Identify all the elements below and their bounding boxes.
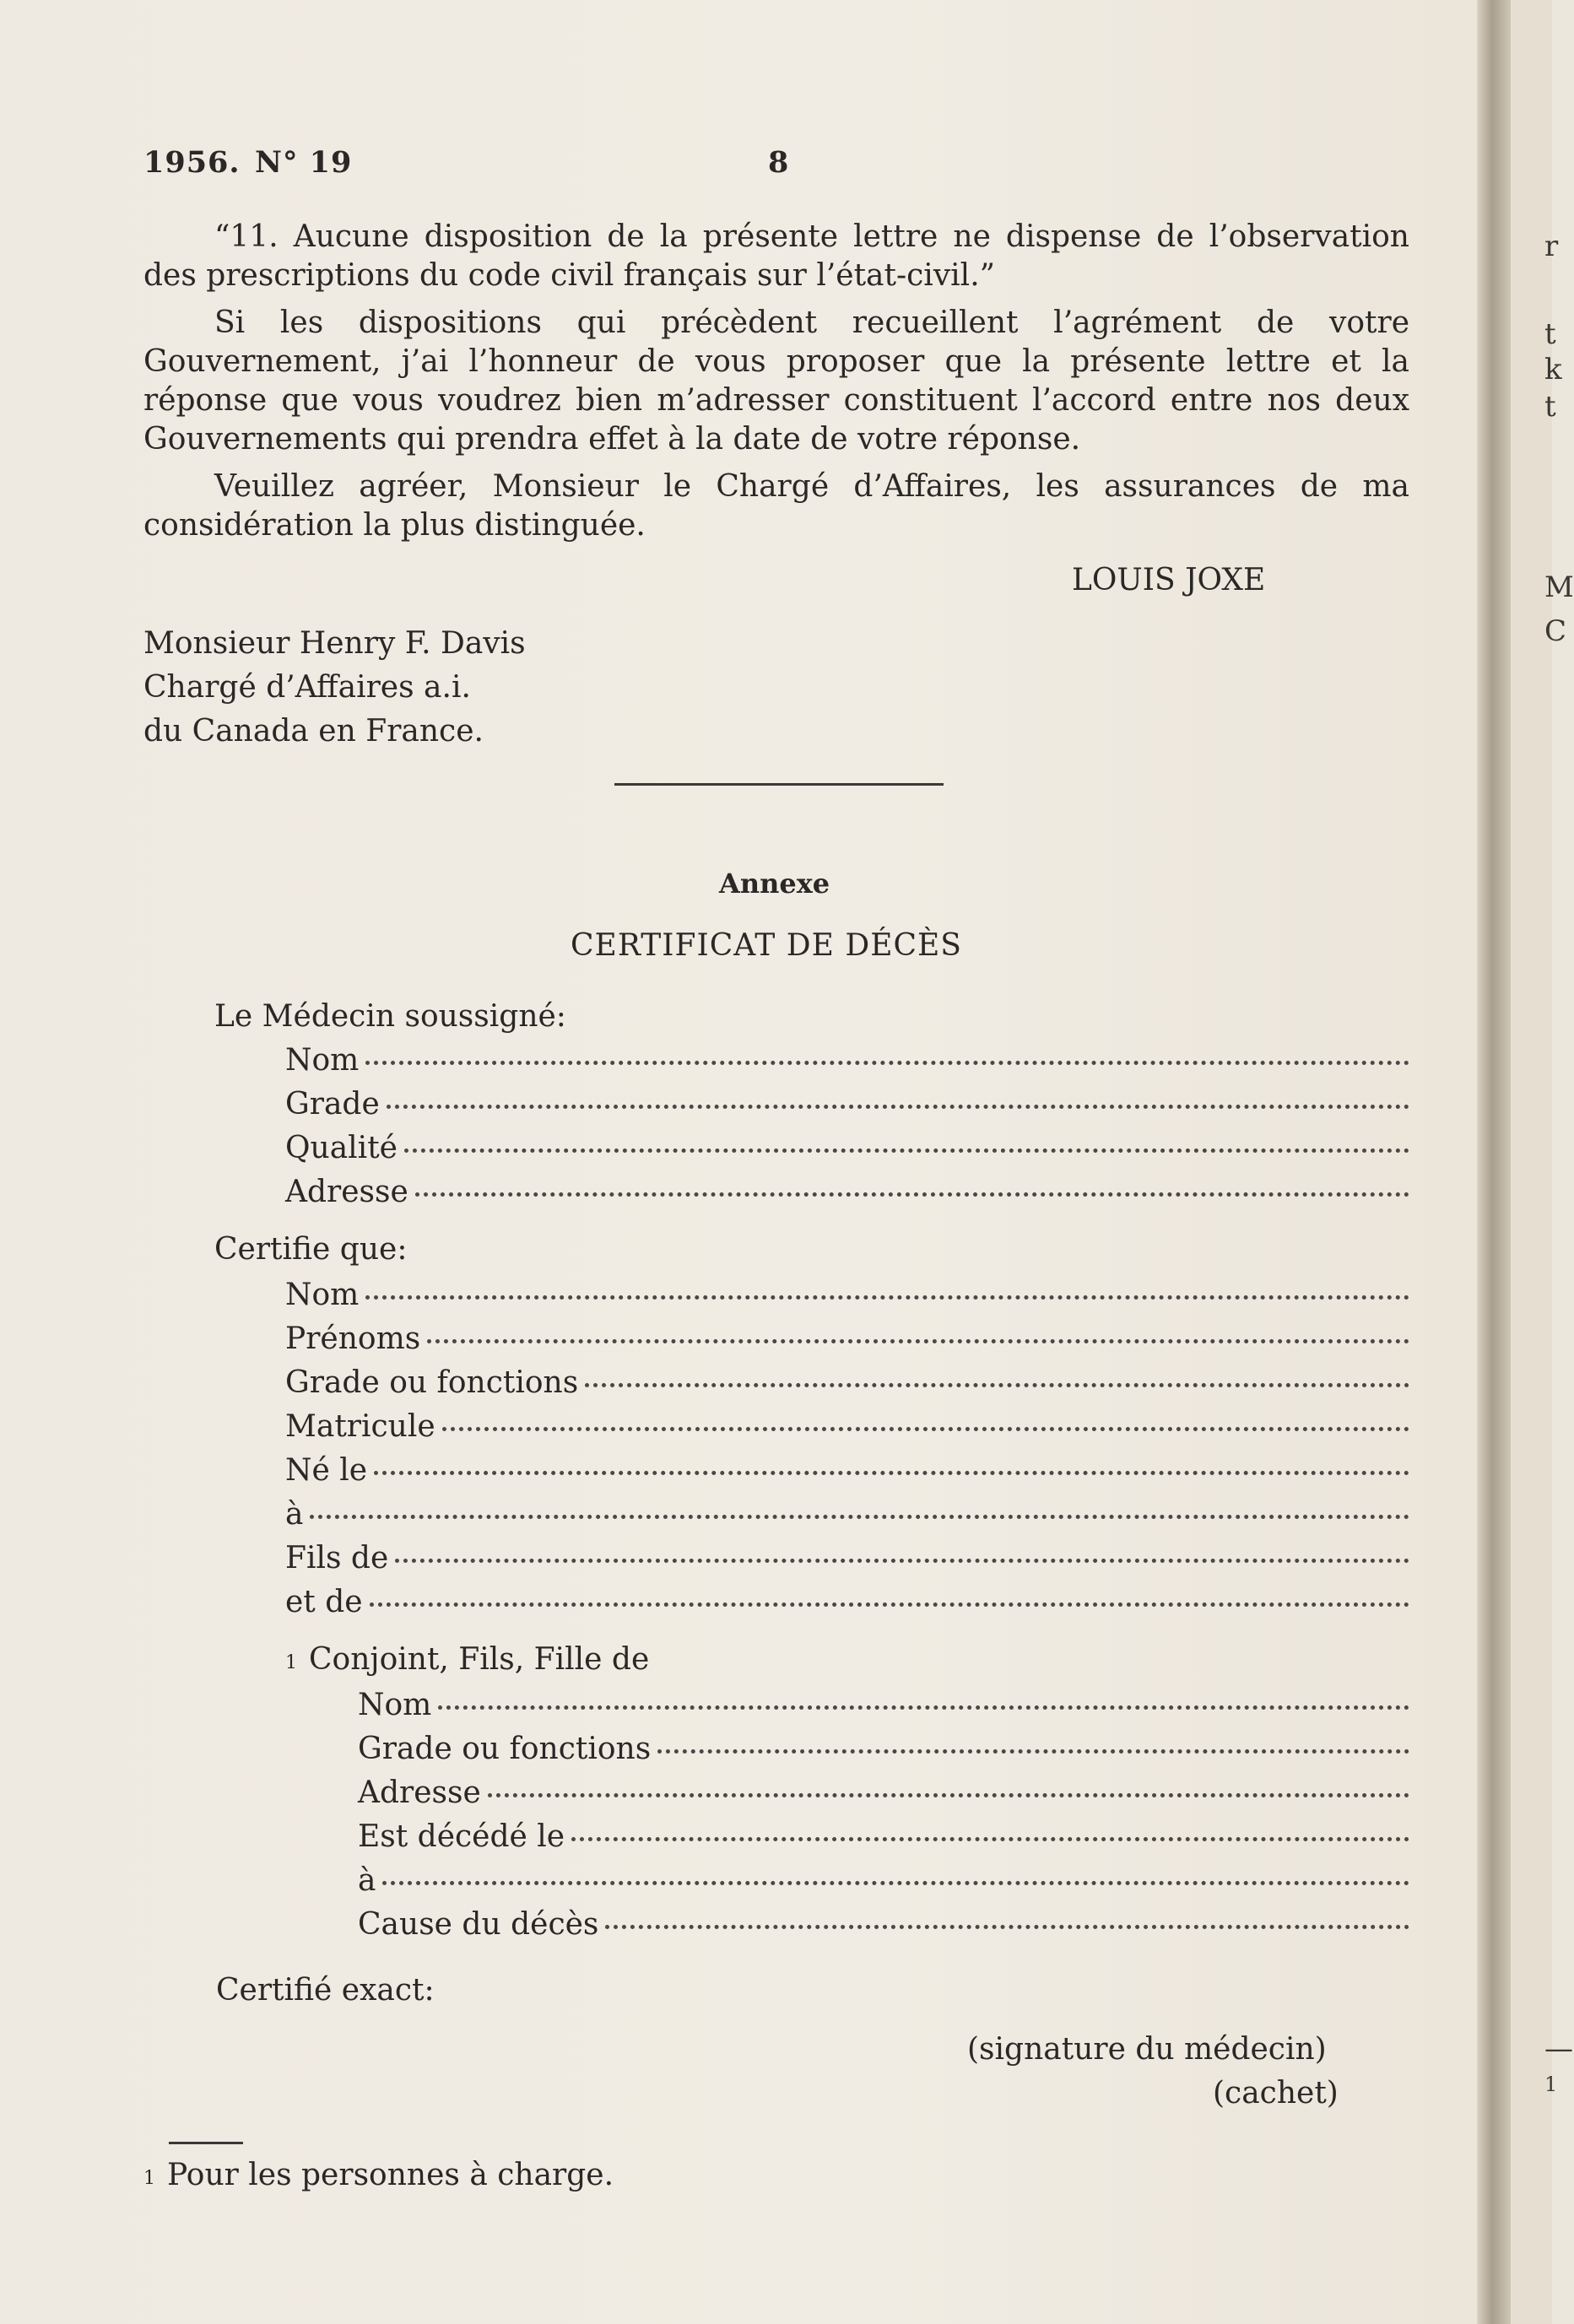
field-label: Grade ou fonctions — [285, 1365, 579, 1400]
doctor-intro: Le Médecin soussigné: — [214, 999, 566, 1034]
facing-page-edge — [1511, 0, 1574, 2324]
field-label: Adresse — [285, 1175, 408, 1209]
dotted-leader — [438, 1705, 1409, 1710]
seal-label: (cachet) — [1213, 2076, 1339, 2111]
relation-intro-line — [285, 1640, 649, 1679]
book-gutter — [1477, 0, 1511, 2324]
facing-page-letter: r — [1544, 230, 1559, 263]
field-relation-adresse — [358, 1774, 1409, 1813]
facing-page-letter: t — [1544, 317, 1556, 351]
facing-page-letter: — — [1544, 2032, 1573, 2066]
footnote-divider — [169, 2142, 243, 2144]
dotted-leader — [387, 1105, 1409, 1109]
field-doctor-adresse — [285, 1173, 1409, 1212]
facing-page-letter: t — [1544, 390, 1556, 424]
field-label: Qualité — [285, 1131, 398, 1165]
footnote-marker: 1 — [285, 1652, 297, 1673]
page-number: 8 — [768, 145, 790, 180]
signatory: LOUIS JOXE — [1072, 563, 1266, 597]
field-label: Grade ou fonctions — [358, 1732, 652, 1766]
relation-intro: Conjoint, Fils, Fille de — [309, 1642, 650, 1677]
field-label: Grade — [285, 1087, 380, 1121]
dotted-leader — [488, 1793, 1409, 1797]
field-label: Est décédé le — [358, 1819, 565, 1854]
field-label: Né le — [285, 1453, 368, 1488]
field-relation-a — [358, 1862, 1409, 1900]
footnote-marker: 1 — [143, 2168, 155, 2189]
paragraph-text: Si les dispositions qui précèdent recueillent l’agrément de votre Gouvernement, j’ai l’honneur de vous proposer que la présente lettre et la réponse que vous voudrez bien m’adresser constituent l’accord entre nos deux Gouvernements qui prendra effet à la date de votre réponse. — [143, 305, 1409, 457]
field-label: Nom — [285, 1278, 360, 1312]
field-relation-nom — [358, 1686, 1409, 1725]
field-doctor-qualite — [285, 1129, 1409, 1168]
field-relation-cause — [358, 1905, 1409, 1944]
field-subject-a — [285, 1495, 1409, 1534]
paragraph-text: “11. Aucune disposition de la présente lettre ne dispense de l’observation des prescriptions du code civil français sur l’état-civil.” — [143, 219, 1409, 293]
paragraph-3 — [143, 468, 1409, 545]
addressee-line: Monsieur Henry F. Davis — [143, 626, 526, 661]
facing-page-letter: M — [1544, 570, 1574, 604]
dotted-leader — [382, 1881, 1409, 1885]
dotted-leader — [370, 1602, 1409, 1607]
field-subject-grade — [285, 1364, 1409, 1403]
field-subject-prenoms — [285, 1320, 1409, 1359]
addressee-line: du Canada en France. — [143, 714, 484, 749]
section-divider — [614, 783, 944, 786]
field-label: Nom — [358, 1688, 432, 1722]
field-subject-fils-de — [285, 1539, 1409, 1578]
dotted-leader — [395, 1559, 1409, 1563]
certifies-intro: Certifie que: — [214, 1232, 408, 1267]
field-label: Prénoms — [285, 1321, 421, 1356]
annex-subtitle: CERTIFICAT DE DÉCÈS — [571, 928, 962, 963]
field-relation-decede-le — [358, 1818, 1409, 1856]
dotted-leader — [585, 1383, 1409, 1387]
header-year: 1956. — [143, 145, 241, 180]
dotted-leader — [374, 1471, 1409, 1475]
annex-title: Annexe — [719, 867, 830, 900]
dotted-leader — [657, 1749, 1409, 1754]
field-label: à — [285, 1497, 304, 1532]
dotted-leader — [571, 1837, 1409, 1841]
field-label: à — [358, 1863, 376, 1898]
facing-page-letter: k — [1544, 353, 1562, 386]
field-label: Nom — [285, 1043, 360, 1078]
footnote — [143, 2156, 614, 2195]
facing-page-letter: C — [1544, 614, 1567, 648]
field-doctor-grade — [285, 1085, 1409, 1124]
field-subject-et-de — [285, 1583, 1409, 1622]
field-subject-ne-le — [285, 1451, 1409, 1490]
addressee-line: Chargé d’Affaires a.i. — [143, 670, 471, 705]
certified-exact: Certifié exact: — [216, 1973, 435, 2008]
field-relation-grade — [358, 1730, 1409, 1769]
dotted-leader — [415, 1192, 1409, 1197]
field-label: Fils de — [285, 1541, 389, 1575]
facing-page-letter: 1 — [1544, 2073, 1558, 2096]
dotted-leader — [442, 1427, 1409, 1431]
dotted-leader — [365, 1061, 1409, 1065]
dotted-leader — [365, 1295, 1409, 1300]
field-label: Cause du décès — [358, 1907, 599, 1942]
header-number: N° 19 — [255, 145, 353, 180]
dotted-leader — [310, 1515, 1409, 1519]
paragraph-1 — [143, 218, 1409, 295]
field-label: Matricule — [285, 1409, 435, 1444]
field-subject-matricule — [285, 1408, 1409, 1446]
paragraph-2 — [143, 304, 1409, 459]
footnote-text: Pour les personnes à charge. — [167, 2158, 614, 2192]
field-subject-nom — [285, 1276, 1409, 1315]
field-doctor-nom — [285, 1041, 1409, 1080]
doctor-signature-label: (signature du médecin) — [967, 2032, 1327, 2067]
dotted-leader — [427, 1339, 1409, 1343]
field-label: Adresse — [358, 1775, 481, 1810]
field-label: et de — [285, 1585, 363, 1619]
dotted-leader — [404, 1148, 1409, 1153]
paragraph-text: Veuillez agréer, Monsieur le Chargé d’Affaires, les assurances de ma considération la plus distinguée. — [143, 469, 1409, 543]
dotted-leader — [605, 1925, 1409, 1929]
